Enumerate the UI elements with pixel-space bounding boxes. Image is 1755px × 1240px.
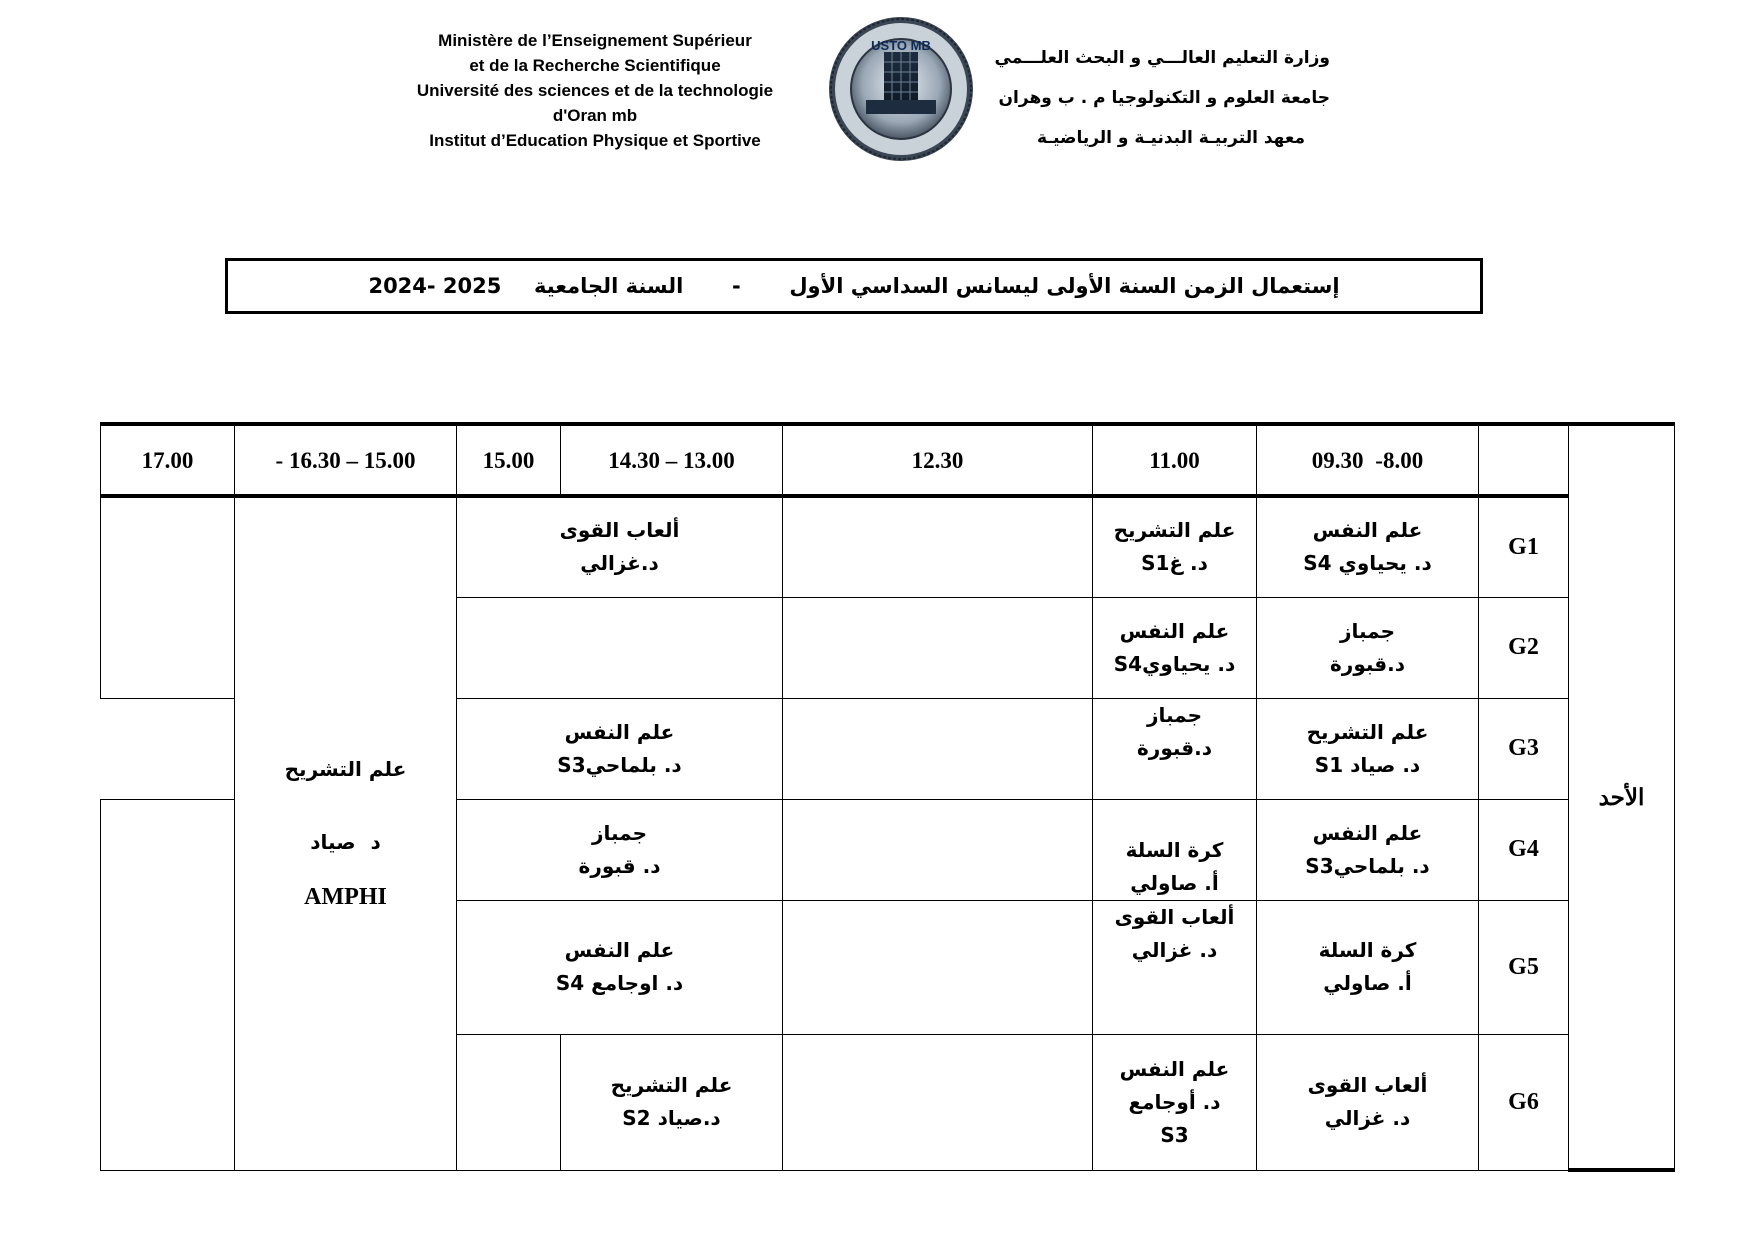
subject: جمباز — [591, 820, 647, 845]
subject: جمباز — [1339, 618, 1395, 643]
time-header-cell: 12.30 — [783, 424, 1093, 496]
session-afternoon — [457, 496, 783, 597]
header-fr-line: Ministère de l’Enseignement Supérieur — [438, 31, 752, 50]
header-ar-line: جامعة العلوم و التكنولوجيا م . ب وهران — [998, 88, 1330, 108]
subject: ألعاب القوى — [559, 518, 680, 543]
subject: علم التشريح — [610, 1073, 733, 1097]
group-label: G1 — [1479, 496, 1569, 597]
empty-cell — [101, 698, 235, 799]
timetable-title-box — [225, 258, 1483, 314]
session-afternoon — [457, 698, 783, 799]
header-fr-line: Université des sciences et de la technologie — [416, 81, 774, 100]
subject: ألعاب القوى — [1114, 904, 1235, 929]
teacher: د. أوجامع — [1128, 1089, 1221, 1114]
session-afternoon — [457, 799, 783, 900]
teacher: د. غزالي — [1324, 1106, 1411, 1130]
session-midmorning — [1093, 900, 1257, 1034]
session-midmorning — [1093, 1034, 1257, 1170]
session-morning — [1257, 496, 1479, 597]
header-fr-line: d'Oran mb — [552, 106, 638, 125]
teacher: أ. صاولي — [1130, 870, 1219, 895]
teacher: د. غزالي — [1131, 937, 1218, 962]
session-afternoon — [561, 1034, 783, 1170]
session-morning — [1257, 698, 1479, 799]
header-ar-line: وزارة التعليم العالـــي و البحث العلـــمي — [994, 48, 1330, 68]
empty-cell — [457, 597, 783, 698]
subject: علم النفس — [564, 938, 675, 962]
subject: ألعاب القوى — [1307, 1073, 1428, 1097]
subject: علم النفس — [1312, 820, 1423, 845]
session-morning — [1257, 799, 1479, 900]
subject: علم النفس — [1312, 518, 1423, 543]
empty-cell — [783, 597, 1093, 698]
session-morning — [1257, 597, 1479, 698]
amphi-subject: علم التشريح — [284, 757, 407, 782]
time-header-cell: 11.00 — [1093, 424, 1257, 496]
room: S3 — [1160, 1122, 1189, 1147]
header-french — [395, 28, 795, 153]
header-arabic — [994, 38, 1360, 158]
amphi-room: AMPHI — [304, 884, 387, 911]
time-header-cell: - 16.30 – 15.00 — [235, 424, 457, 496]
empty-cell — [783, 1034, 1093, 1170]
teacher: د. بلماحيS3 — [557, 752, 682, 777]
session-midmorning — [1093, 799, 1257, 900]
subject: علم النفس — [564, 719, 675, 744]
title-main: إستعمال الزمن السنة الأولى ليسانس السداسي الأول — [789, 274, 1340, 298]
group-label: G2 — [1479, 597, 1569, 698]
teacher: د. صياد S1 — [1314, 752, 1421, 777]
session-afternoon — [457, 900, 783, 1034]
group-label: G4 — [1479, 799, 1569, 900]
timetable-title — [228, 274, 1480, 298]
teacher: د. يحياوي S4 — [1303, 551, 1432, 576]
subject: كرة السلة — [1125, 837, 1224, 862]
group-header-cell — [1479, 424, 1569, 496]
empty-cell — [457, 1034, 561, 1170]
title-year: 2024- 2025 — [368, 274, 502, 298]
schedule-table — [100, 422, 1675, 1172]
amphi-teacher: د صياد — [310, 830, 381, 855]
amphi-lecture-cell — [235, 496, 457, 1170]
header-fr-line: Institut d’Education Physique et Sportive — [429, 131, 761, 150]
empty-cell — [783, 900, 1093, 1034]
group-label: G5 — [1479, 900, 1569, 1034]
subject: علم التشريح — [1113, 518, 1236, 543]
session-midmorning — [1093, 698, 1257, 799]
subject: كرة السلة — [1318, 938, 1417, 962]
title-separator: - — [731, 274, 741, 298]
title-year-label: السنة الجامعية — [534, 274, 684, 298]
empty-cell — [783, 698, 1093, 799]
header-fr-line: et de la Recherche Scientifique — [469, 56, 721, 75]
teacher: د. قبورة — [578, 853, 661, 878]
teacher: أ. صاولي — [1323, 971, 1412, 995]
seal-text: USTO MB — [871, 38, 931, 53]
time-header-row — [101, 424, 1675, 496]
teacher: د.صياد S2 — [622, 1106, 721, 1130]
teacher: د.غزالي — [580, 551, 659, 576]
room: S1 — [1141, 551, 1170, 576]
group-label: G6 — [1479, 1034, 1569, 1170]
session-morning — [1257, 1034, 1479, 1170]
empty-cell — [101, 799, 235, 1170]
time-header-cell: 14.30 – 13.00 — [561, 424, 783, 496]
teacher: د. اوجامع S4 — [555, 971, 684, 995]
day-cell: الأحد — [1569, 424, 1675, 1170]
empty-cell — [783, 496, 1093, 597]
subject: جمباز — [1146, 702, 1202, 727]
group-row — [101, 496, 1675, 597]
teacher: د. يحياويS4 — [1113, 651, 1236, 676]
subject: علم التشريح — [1306, 719, 1429, 744]
teacher: د. بلماحيS3 — [1305, 853, 1430, 878]
session-morning — [1257, 900, 1479, 1034]
time-header-cell: 15.00 — [457, 424, 561, 496]
group-label: G3 — [1479, 698, 1569, 799]
subject: علم النفس — [1119, 1056, 1230, 1081]
teacher: د.قبورة — [1330, 651, 1405, 676]
session-midmorning — [1093, 597, 1257, 698]
session-midmorning — [1093, 496, 1257, 597]
empty-cell — [101, 496, 235, 698]
empty-cell — [783, 799, 1093, 900]
teacher: د.قبورة — [1137, 735, 1212, 760]
time-header-cell: 17.00 — [101, 424, 235, 496]
header-ar-line: معهد التربيـة البدنيـة و الرياضيـة — [1036, 128, 1305, 148]
teacher: د. غ — [1169, 551, 1208, 576]
subject: علم النفس — [1119, 618, 1230, 643]
time-header-cell: 09.30 -8.00 — [1257, 424, 1479, 496]
university-seal-logo — [826, 14, 976, 164]
